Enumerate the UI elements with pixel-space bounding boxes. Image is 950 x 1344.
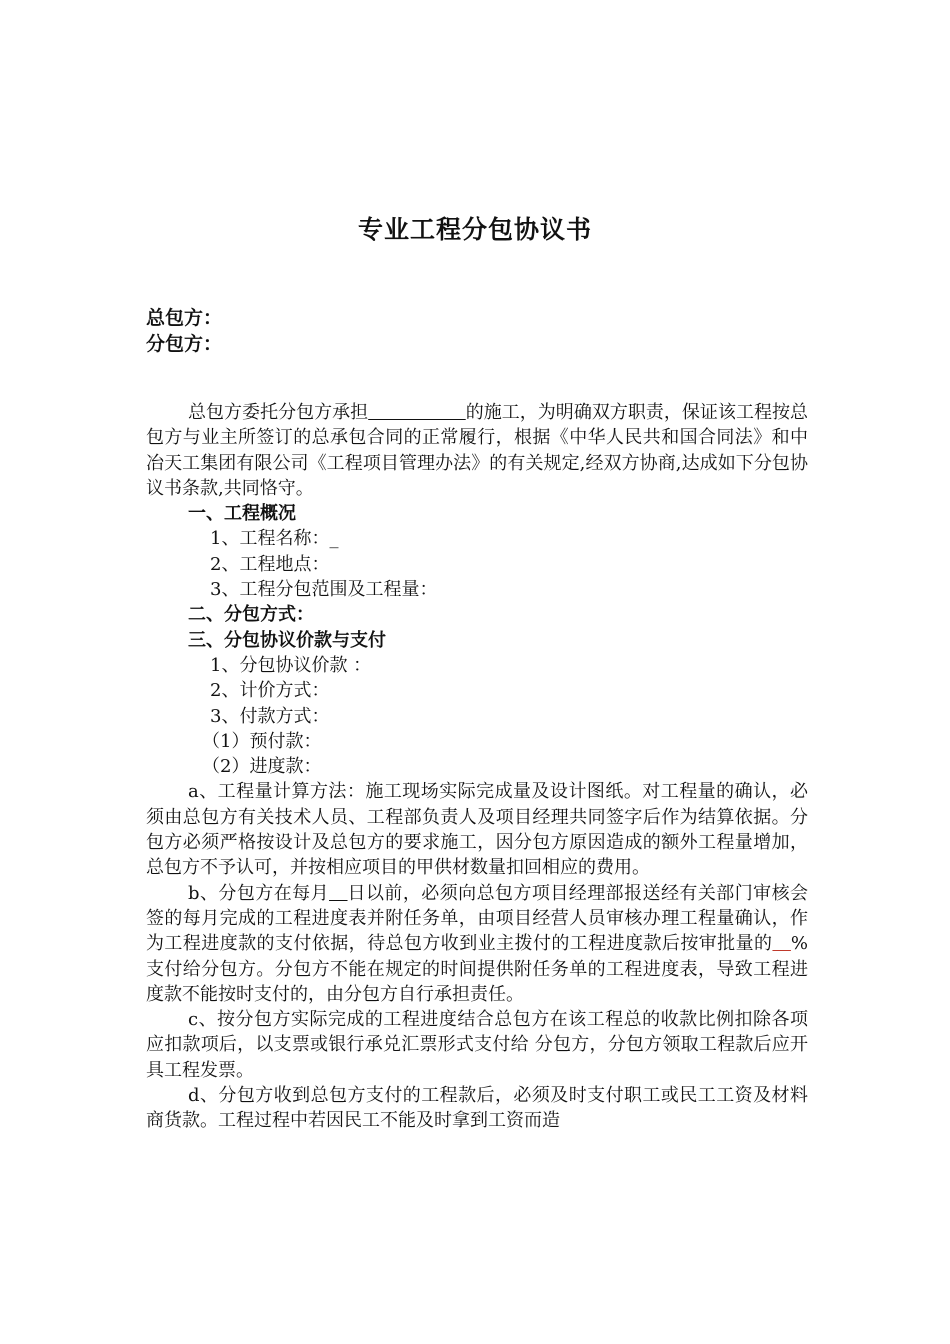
section2-heading: 二、分包方式： (188, 604, 314, 626)
section3-item2: 2、计价方式： (210, 680, 330, 702)
section3-item3: 3、付款方式： (210, 705, 330, 727)
section3-item1: 1、分包协议价款 ： (210, 654, 372, 676)
section1-item1: 1、工程名称：_ (210, 528, 339, 550)
section1-item3: 3、工程分包范围及工程量： (210, 579, 438, 601)
paragraph-c: c、按分包方实际完成的工程进度结合总包方在该工程总的收款比例扣除各项应扣款项后，以支票或银行承兑汇票形式支付给 分包方，分包方领取工程款后应开具工程发票。 (146, 1009, 808, 1081)
section3-sub2: （2）进度款： (202, 756, 322, 778)
general-contractor-label: 总包方： (146, 307, 223, 329)
section1-heading: 一、工程概况 (188, 503, 296, 525)
document-title: 专业工程分包协议书 (357, 215, 592, 244)
intro-text-2: 的施工，为明确双方职责，保证该工程按总包方与业主所签订的总承包合同的正常履行，根据《中华人民共和国合同法》和中冶天工集团有限公司《工程项目管理办法》的有关规定,经双方协商,达成如下分包协议书条款,共同恪守。 (146, 402, 809, 499)
subcontractor-label: 分包方： (146, 333, 223, 355)
section1-item2: 2、工程地点： (210, 553, 330, 575)
intro-text-1: 总包方委托分包方承担 (188, 402, 369, 423)
para-b-text-2: 日以前，必须向总包方项目经理部报送经有关部门审核会签的每月完成的工程进度表并附任务单，由项目经营人员审核办理工程量确认，作为工程进度款的支付依据，待总包方收到业主拨付的工程进度款后按审批量的 (146, 882, 809, 955)
paragraph-a: a、工程量计算方法：施工现场实际完成量及设计图纸。对工程量的确认，必须由总包方有关技术人员、工程部负责人及项目经理共同签字后作为结算依据。分包方必须严格按设计及总包方的要求施工，因分包方原因造成的额外工程量增加，总包方不予认可，并按相应项目的甲供材数量扣回相应的费用。 (146, 781, 808, 879)
day-blank (329, 883, 347, 904)
document-body (146, 400, 808, 1134)
paragraph-b (146, 881, 808, 1007)
para-b-text-1: b、分包方在每月 (188, 882, 330, 904)
intro-paragraph (146, 400, 808, 501)
section3-sub1: （1）预付款： (202, 730, 322, 752)
para-b-text-3: %支付给分包方。分包方不能在规定的时间提供附任务单的工程进度表，导致工程进度款不能按时支付的，由分包方自行承担责任。 (146, 933, 809, 1005)
percent-blank (772, 933, 790, 954)
section3-heading: 三、分包协议价款与支付 (188, 629, 386, 651)
paragraph-d: d、分包方收到总包方支付的工程款后，必须及时支付职工或民工工资及材料商货款。工程过程中若因民工不能及时拿到工资而造 (146, 1085, 808, 1132)
project-blank (368, 402, 466, 423)
